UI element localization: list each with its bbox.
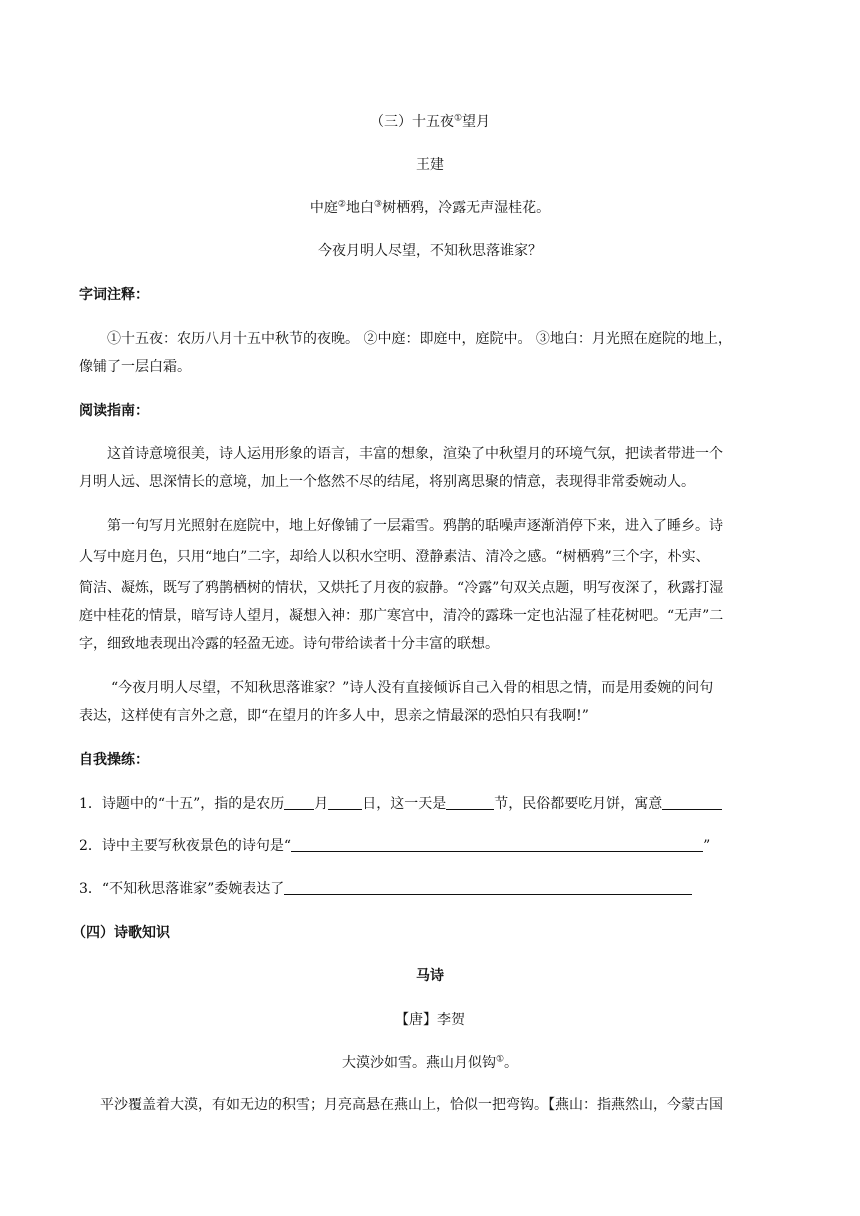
poem-line-1-part-a: 中庭 [309, 200, 338, 216]
paragraph-line: 庭中桂花的情景，暗写诗人望月，凝想入神：那广寒宫中，清冷的露珠一定也沾湿了桂花树吧。“无声”二 [79, 608, 724, 624]
footnote-marker: ① [453, 113, 463, 124]
exercise-heading: 自我操练： [79, 752, 149, 768]
poem-line-1 [0, 1053, 860, 1073]
answer-blank[interactable] [446, 795, 494, 810]
poem-line-2: 今夜月明人尽望，不知秋思落谁家？ [318, 243, 542, 259]
question-text: 日，这一天是 [362, 796, 447, 812]
answer-blank[interactable] [662, 795, 722, 810]
paragraph-line: 字，细致地表现出冷露的轻盈无迹。诗句带给读者十分丰富的联想。 [79, 636, 499, 652]
question-text: 月 [314, 796, 329, 812]
poem-line-text: 大漠沙如雪。燕山月似钩 [341, 1055, 496, 1071]
exercise-question-2 [79, 836, 710, 856]
paragraph-line: 表达，这样使有言外之意，即“在望月的许多人中，思亲之情最深的恐怕只有我啊!” [79, 708, 589, 724]
paragraph-line: 简洁、凝炼，既写了鸦鹊栖树的情状，又烘托了月夜的寂静。“冷露”句双关点题，明写夜深了，秋露打湿 [79, 580, 724, 596]
notes-heading: 字词注释： [79, 287, 149, 303]
paragraph-line: 月明人远、思深情长的意境，加上一个悠然不尽的结尾，将别离思聚的情意，表现得非常委婉动人。 [79, 474, 695, 490]
poem-title [0, 112, 860, 132]
guide-heading: 阅读指南： [79, 403, 149, 419]
exercise-question-1 [79, 794, 722, 814]
explanation-line: 平沙覆盖着大漠，有如无边的积雪；月亮高悬在燕山上，恰似一把弯钩。【燕山：指燕然山，今蒙古国 [100, 1097, 723, 1113]
poem-author: 【唐】李贺 [395, 1012, 465, 1028]
footnote-marker: ③ [374, 199, 383, 210]
paragraph-line: “今夜月明人尽望，不知秋思落谁家？”诗人没有直接倾诉自己入骨的相思之情，而是用委婉的问句 [111, 680, 714, 696]
poem-line-1-part-b: 地白 [346, 200, 374, 216]
question-text: 1．诗题中的“十五”，指的是农历 [79, 796, 285, 812]
footnote-marker: ② [337, 199, 346, 210]
poem-title-text: （三）十五夜 [369, 114, 454, 130]
exercise-question-3 [79, 879, 692, 899]
footnote-marker: ① [495, 1054, 505, 1065]
answer-blank[interactable] [284, 880, 692, 895]
poem-line-1-part-c: 树栖鸦，冷露无声湿桂花。 [382, 200, 551, 216]
notes-line: 像铺了一层白霜。 [79, 359, 191, 375]
question-text: ” [703, 838, 711, 854]
answer-blank[interactable] [291, 837, 703, 852]
poem-line-1 [0, 198, 860, 218]
poem-title-text-end: 望月 [462, 114, 491, 130]
poem-author: 王建 [416, 157, 444, 173]
poem-title: 马诗 [416, 968, 444, 984]
paragraph-line: 这首诗意境很美，诗人运用形象的语言，丰富的想象，渲染了中秋望月的环境气氛，把读者带进一个 [107, 446, 723, 462]
answer-blank[interactable] [328, 795, 362, 810]
question-text: 节，民俗都要吃月饼，寓意 [494, 796, 663, 812]
paragraph-line: 人写中庭月色，只用“地白”二字，却给人以积水空明、澄静素洁、清冷之感。“树栖鸦”三个字，朴实、 [79, 549, 710, 565]
poem-line-punct: 。 [504, 1055, 519, 1071]
notes-line: ①十五夜：农历八月十五中秋节的夜晚。 ②中庭：即庭中，庭院中。 ③地白：月光照在庭院的地上， [107, 331, 732, 347]
question-text: 3．“不知秋思落谁家”委婉表达了 [79, 881, 285, 897]
question-text: 2．诗中主要写秋夜景色的诗句是“ [79, 838, 292, 854]
answer-blank[interactable] [284, 795, 314, 810]
section-heading: （四）诗歌知识 [72, 925, 170, 941]
paragraph-line: 第一句写月光照射在庭院中，地上好像铺了一层霜雪。鸦鹊的聒噪声逐渐消停下来，进入了睡乡。诗 [107, 518, 723, 534]
